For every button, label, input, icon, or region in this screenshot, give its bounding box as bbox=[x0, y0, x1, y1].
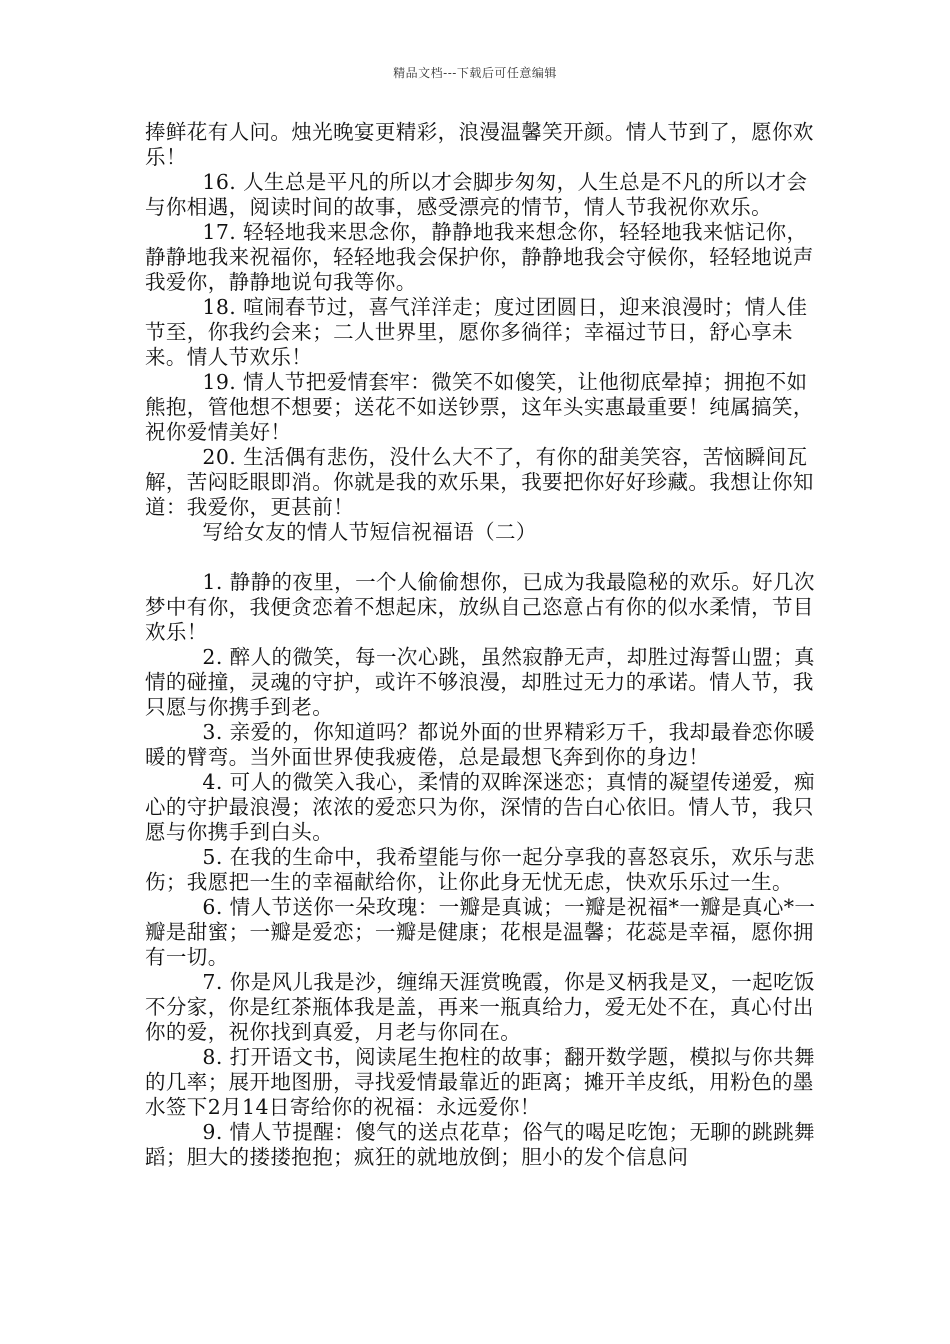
section-title: 写给女友的情人节短信祝福语（二） bbox=[202, 520, 537, 544]
paragraph: 1. 静静的夜里，一个人偷偷想你，已成为我最隐秘的欢乐。好几次梦中有你，我便贪恋着不想起床，放纵自己恣意占有你的似水柔情，节目欢乐！ bbox=[145, 570, 815, 644]
paragraph: 7. 你是风儿我是沙，缠绵天涯赏晚霞，你是叉柄我是叉，一起吃饭不分家，你是红茶瓶体我是盖，再来一瓶真给力，爱无处不在，真心付出你的爱，祝你找到真爱，月老与你同在。 bbox=[145, 970, 815, 1044]
page-header: 精品文档---下载后可任意编辑 bbox=[393, 66, 557, 80]
paragraph-group-part1 bbox=[145, 120, 820, 520]
paragraph: 3. 亲爱的，你知道吗？都说外面的世界精彩万千，我却最眷恋你暖暖的臂弯。当外面世界使我疲倦，总是最想飞奔到你的身边！ bbox=[145, 720, 815, 769]
paragraph-group-part2 bbox=[145, 570, 820, 1170]
paragraph: 捧鲜花有人问。烛光晚宴更精彩，浪漫温馨笑开颜。情人节到了，愿你欢乐！ bbox=[145, 120, 814, 169]
paragraph: 4. 可人的微笑入我心，柔情的双眸深迷恋；真情的凝望传递爱，痴心的守护最浪漫；浓浓的爱恋只为你，深情的告白心依旧。情人节，我只愿与你携手到白头。 bbox=[145, 770, 815, 844]
paragraph: 5. 在我的生命中，我希望能与你一起分享我的喜怒哀乐，欢乐与悲伤；我愿把一生的幸福献给你，让你此身无忧无虑，快欢乐乐过一生。 bbox=[145, 845, 815, 894]
paragraph: 18. 喧闹春节过，喜气洋洋走；度过团圆日，迎来浪漫时；情人佳节至，你我约会来；二人世界里，愿你多徜徉；幸福过节日，舒心享未来。情人节欢乐！ bbox=[145, 295, 808, 369]
document-body bbox=[145, 120, 820, 1170]
paragraph: 16. 人生总是平凡的所以才会脚步匆匆，人生总是不凡的所以才会与你相遇，阅读时间的故事，感受漂亮的情节，情人节我祝你欢乐。 bbox=[145, 170, 808, 219]
paragraph: 6. 情人节送你一朵玫瑰：一瓣是真诚；一瓣是祝福*一瓣是真心*一瓣是甜蜜；一瓣是爱恋；一瓣是健康；花根是温馨；花蕊是幸福，愿你拥有一切。 bbox=[145, 895, 816, 969]
paragraph: 8. 打开语文书，阅读尾生抱柱的故事；翻开数学题，模拟与你共舞的几率；展开地图册，寻找爱情最靠近的距离；摊开羊皮纸，用粉色的墨水签下2月14日寄给你的祝福：永远爱你！ bbox=[145, 1045, 815, 1119]
paragraph: 2. 醉人的微笑，每一次心跳，虽然寂静无声，却胜过海誓山盟；真情的碰撞，灵魂的守护，或许不够浪漫，却胜过无力的承诺。情人节，我只愿与你携手到老。 bbox=[145, 645, 815, 719]
blank-line bbox=[145, 545, 820, 570]
paragraph: 17. 轻轻地我来思念你，静静地我来想念你，轻轻地我来惦记你，静静地我来祝福你，轻轻地我会保护你，静静地我会守候你，轻轻地说声我爱你，静静地说句我等你。 bbox=[145, 220, 814, 294]
paragraph: 9. 情人节提醒：傻气的送点花草；俗气的喝足吃饱；无聊的跳跳舞蹈；胆大的搂搂抱抱；疯狂的就地放倒；胆小的发个信息问 bbox=[145, 1120, 815, 1169]
paragraph: 19. 情人节把爱情套牢：微笑不如傻笑，让他彻底晕掉；拥抱不如熊抱，管他想不想要；送花不如送钞票，这年头实惠最重要！纯属搞笑，祝你爱情美好！ bbox=[145, 370, 814, 444]
paragraph: 20. 生活偶有悲伤，没什么大不了，有你的甜美笑容，苦恼瞬间瓦解，苦闷眨眼即消。你就是我的欢乐果，我要把你好好珍藏。我想让你知道：我爱你，更甚前！ bbox=[145, 445, 814, 519]
